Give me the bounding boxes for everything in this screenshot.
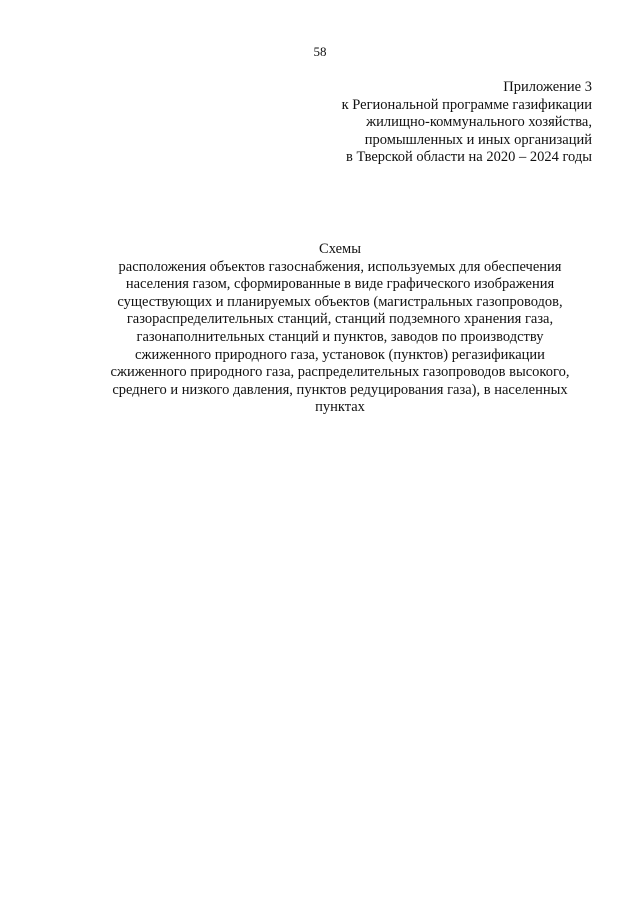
appendix-line: в Тверской области на 2020 – 2024 годы bbox=[345, 149, 592, 166]
appendix-line: Приложение 3 bbox=[503, 79, 592, 95]
title-line: населения газом, сформированные в виде графического изображения bbox=[125, 276, 555, 293]
title-line: сжиженного природного газа, распределительных газопроводов высокого, bbox=[110, 364, 570, 381]
appendix-line: промышленных и иных организаций bbox=[364, 131, 592, 148]
appendix-header bbox=[262, 79, 592, 167]
title-line: газораспределительных станций, станций подземного хранения газа, bbox=[126, 311, 554, 328]
title-line: расположения объектов газоснабжения, используемых для обеспечения bbox=[118, 258, 562, 275]
document-title bbox=[60, 241, 620, 417]
title-line: существующих и планируемых объектов (магистральных газопроводов, bbox=[117, 293, 563, 310]
title-line: сжиженного природного газа, установок (пунктов) регазификации bbox=[135, 346, 545, 363]
title-line: газонаполнительных станций и пунктов, заводов по производству bbox=[136, 328, 544, 345]
title-line: среднего и низкого давления, пунктов редуцирования газа), в населенных bbox=[112, 381, 568, 398]
title-line: пунктах bbox=[315, 399, 365, 416]
page-number: 58 bbox=[313, 44, 327, 59]
title-heading: Схемы bbox=[319, 241, 361, 257]
appendix-line: жилищно-коммунального хозяйства, bbox=[366, 114, 592, 131]
appendix-line: к Региональной программе газификации bbox=[341, 96, 592, 113]
